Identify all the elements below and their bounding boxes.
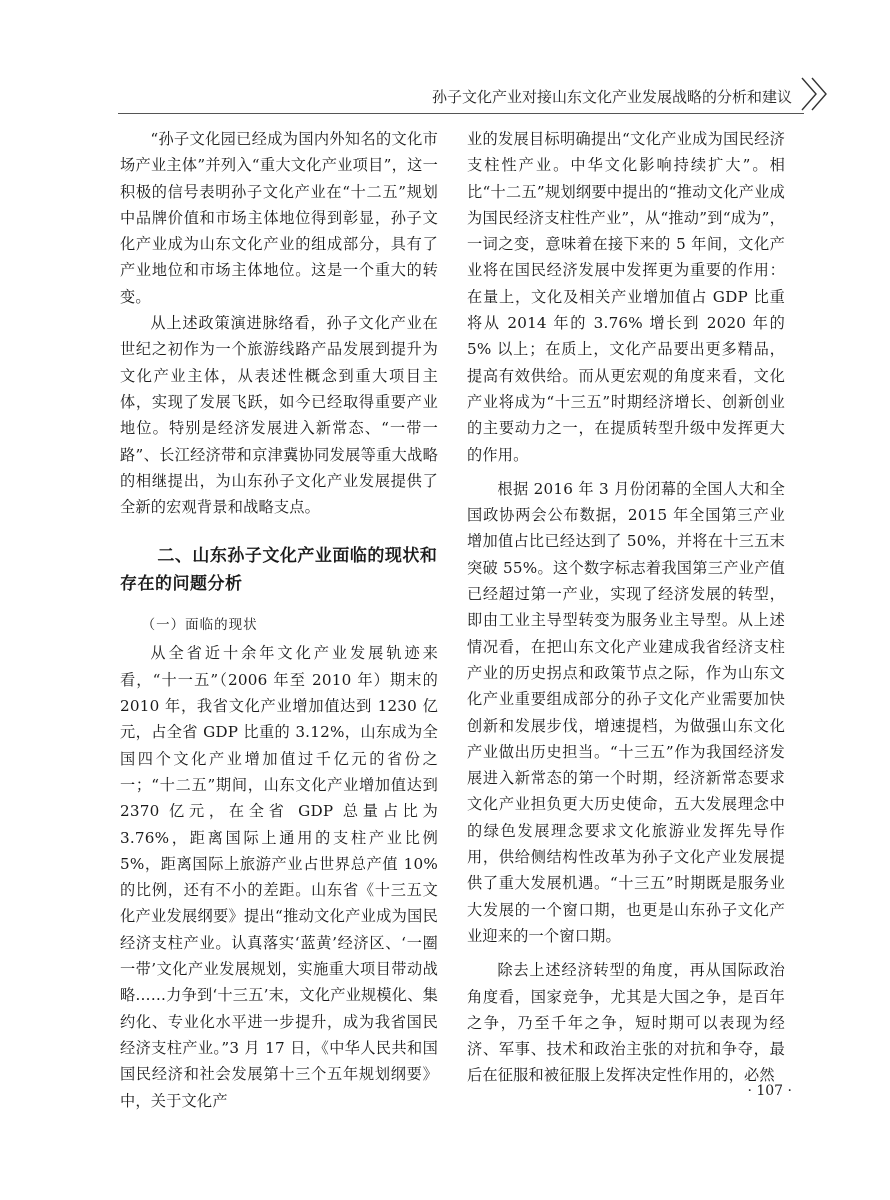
body-paragraph: 根据 2016 年 3 月份闭幕的全国人大和全国政协两会公布数据，2015 年全国第三产业增加值占比已经达到了 50%，并将在十三五末突破 55%。这个数字标志着我国第三产业产值已经超过第一产业，实现了经济发展的转型，即由工业主导型转变为服务业主导型。从上述情况看，在把山东文化产业建成我省经济支柱产业的历史拐点和政策节点之际，作为山东文化产业重要组成部分的孙子文化产业需要加快创新和发展步伐，增速提档，为做强山东文化产业做出历史担当。“十三五”作为我国经济发展进入新常态的第一个时期，经济新常态要求文化产业担负更大历史使命，五大发展理念中的绿色发展理念要求文化旅游业发挥先导作用，供给侧结构性改革为孙子文化产业发展提供了重大发展机遇。“十三五”时期既是服务业大发展的一个窗口期，也更是山东孙子文化产业迎来的一个窗口期。 <box>467 479 785 945</box>
right-column <box>467 126 785 1089</box>
body-paragraph: 业的发展目标明确提出“文化产业成为国民经济支柱性产业。中华文化影响持续扩大”。相比“十二五”规划纲要中提出的“推动文化产业成为国民经济支柱性产业”，从“推动”到“成为”，一词之变，意味着在接下来的 5 年间，文化产业将在国民经济发展中发挥更为重要的作用：在量上，文化及相关产业增加值占 GDP 比重将从 2014 年的 3.76% 增长到 2020 年的 5% 以上；在质上，文化产品要出更多精品，提高有效供给。而从更宏观的角度来看，文化产业将成为“十三五”时期经济增长、创新创业的主要动力之一，在提质转型升级中发挥更大的作用。 <box>467 130 785 464</box>
header-divider <box>118 113 804 114</box>
body-paragraph: 从上述政策演进脉络看，孙子文化产业在世纪之初作为一个旅游线路产品发展到提升为文化产业主体，从表述性概念到重大项目主体，实现了发展飞跃，如今已经取得重要产业地位。特别是经济发展进入新常态、“一带一路”、长江经济带和京津冀协同发展等重大战略的相继提出，为山东孙子文化产业发展提供了全新的宏观背景和战略支点。 <box>120 314 438 517</box>
section-heading: 二、山东孙子文化产业面临的现状和存在的问题分析 <box>120 546 438 595</box>
body-paragraph: 从全省近十余年文化产业发展轨迹来看，“十一五”（2006 年至 2010 年）期末的 2010 年，我省文化产业增加值达到 1230 亿元，占全省 GDP 比重的 3.12%，山东成为全国四个文化产业增加值过千亿元的省份之一；“十二五”期间，山东文化产业增加值达到 2370 亿元，在全省 GDP 总量占比为 3.76%，距离国际上通用的支柱产业比例 5%，距离国际上旅游产业占世界总产值 10% 的比例，还有不小的差距。山东省《十三五文化产业发展纲要》提出“推动文化产业成为国民经济支柱产业。认真落实‘蓝黄’经济区、‘一圈一带’文化产业发展规划，实施重大项目带动战略……力争到‘十三五’末，文化产业规模化、集约化、专业化水平进一步提升，成为我省国民经济支柱产业。”3 月 17 日，《中华人民共和国国民经济和社会发展第十三个五年规划纲要》中，关于文化产 <box>120 644 438 1110</box>
page-number: · 107 · <box>747 1083 792 1099</box>
subsection-heading: （一）面临的现状 <box>141 617 258 634</box>
body-paragraph: 除去上述经济转型的角度，再从国际政治角度看，国家竞争，尤其是大国之争，是百年之争，乃至千年之争，短时期可以表现为经济、军事、技术和政治主张的对抗和争夺，最后在征服和被征服上发挥决定性作用的，必然 <box>467 961 785 1085</box>
left-column <box>120 126 438 1114</box>
running-header-title: 孙子文化产业对接山东文化产业发展战略的分析和建议 <box>431 88 792 106</box>
chevron-right-icon <box>794 74 834 114</box>
body-paragraph: “孙子文化园已经成为国内外知名的文化市场产业主体”并列入“重大文化产业项目”，这一积极的信号表明孙子文化产业在“十二五”规划中品牌价值和市场主体地位得到彰显，孙子文化产业成为山东文化产业的组成部分，具有了产业地位和市场主体地位。这是一个重大的转变。 <box>120 130 438 306</box>
